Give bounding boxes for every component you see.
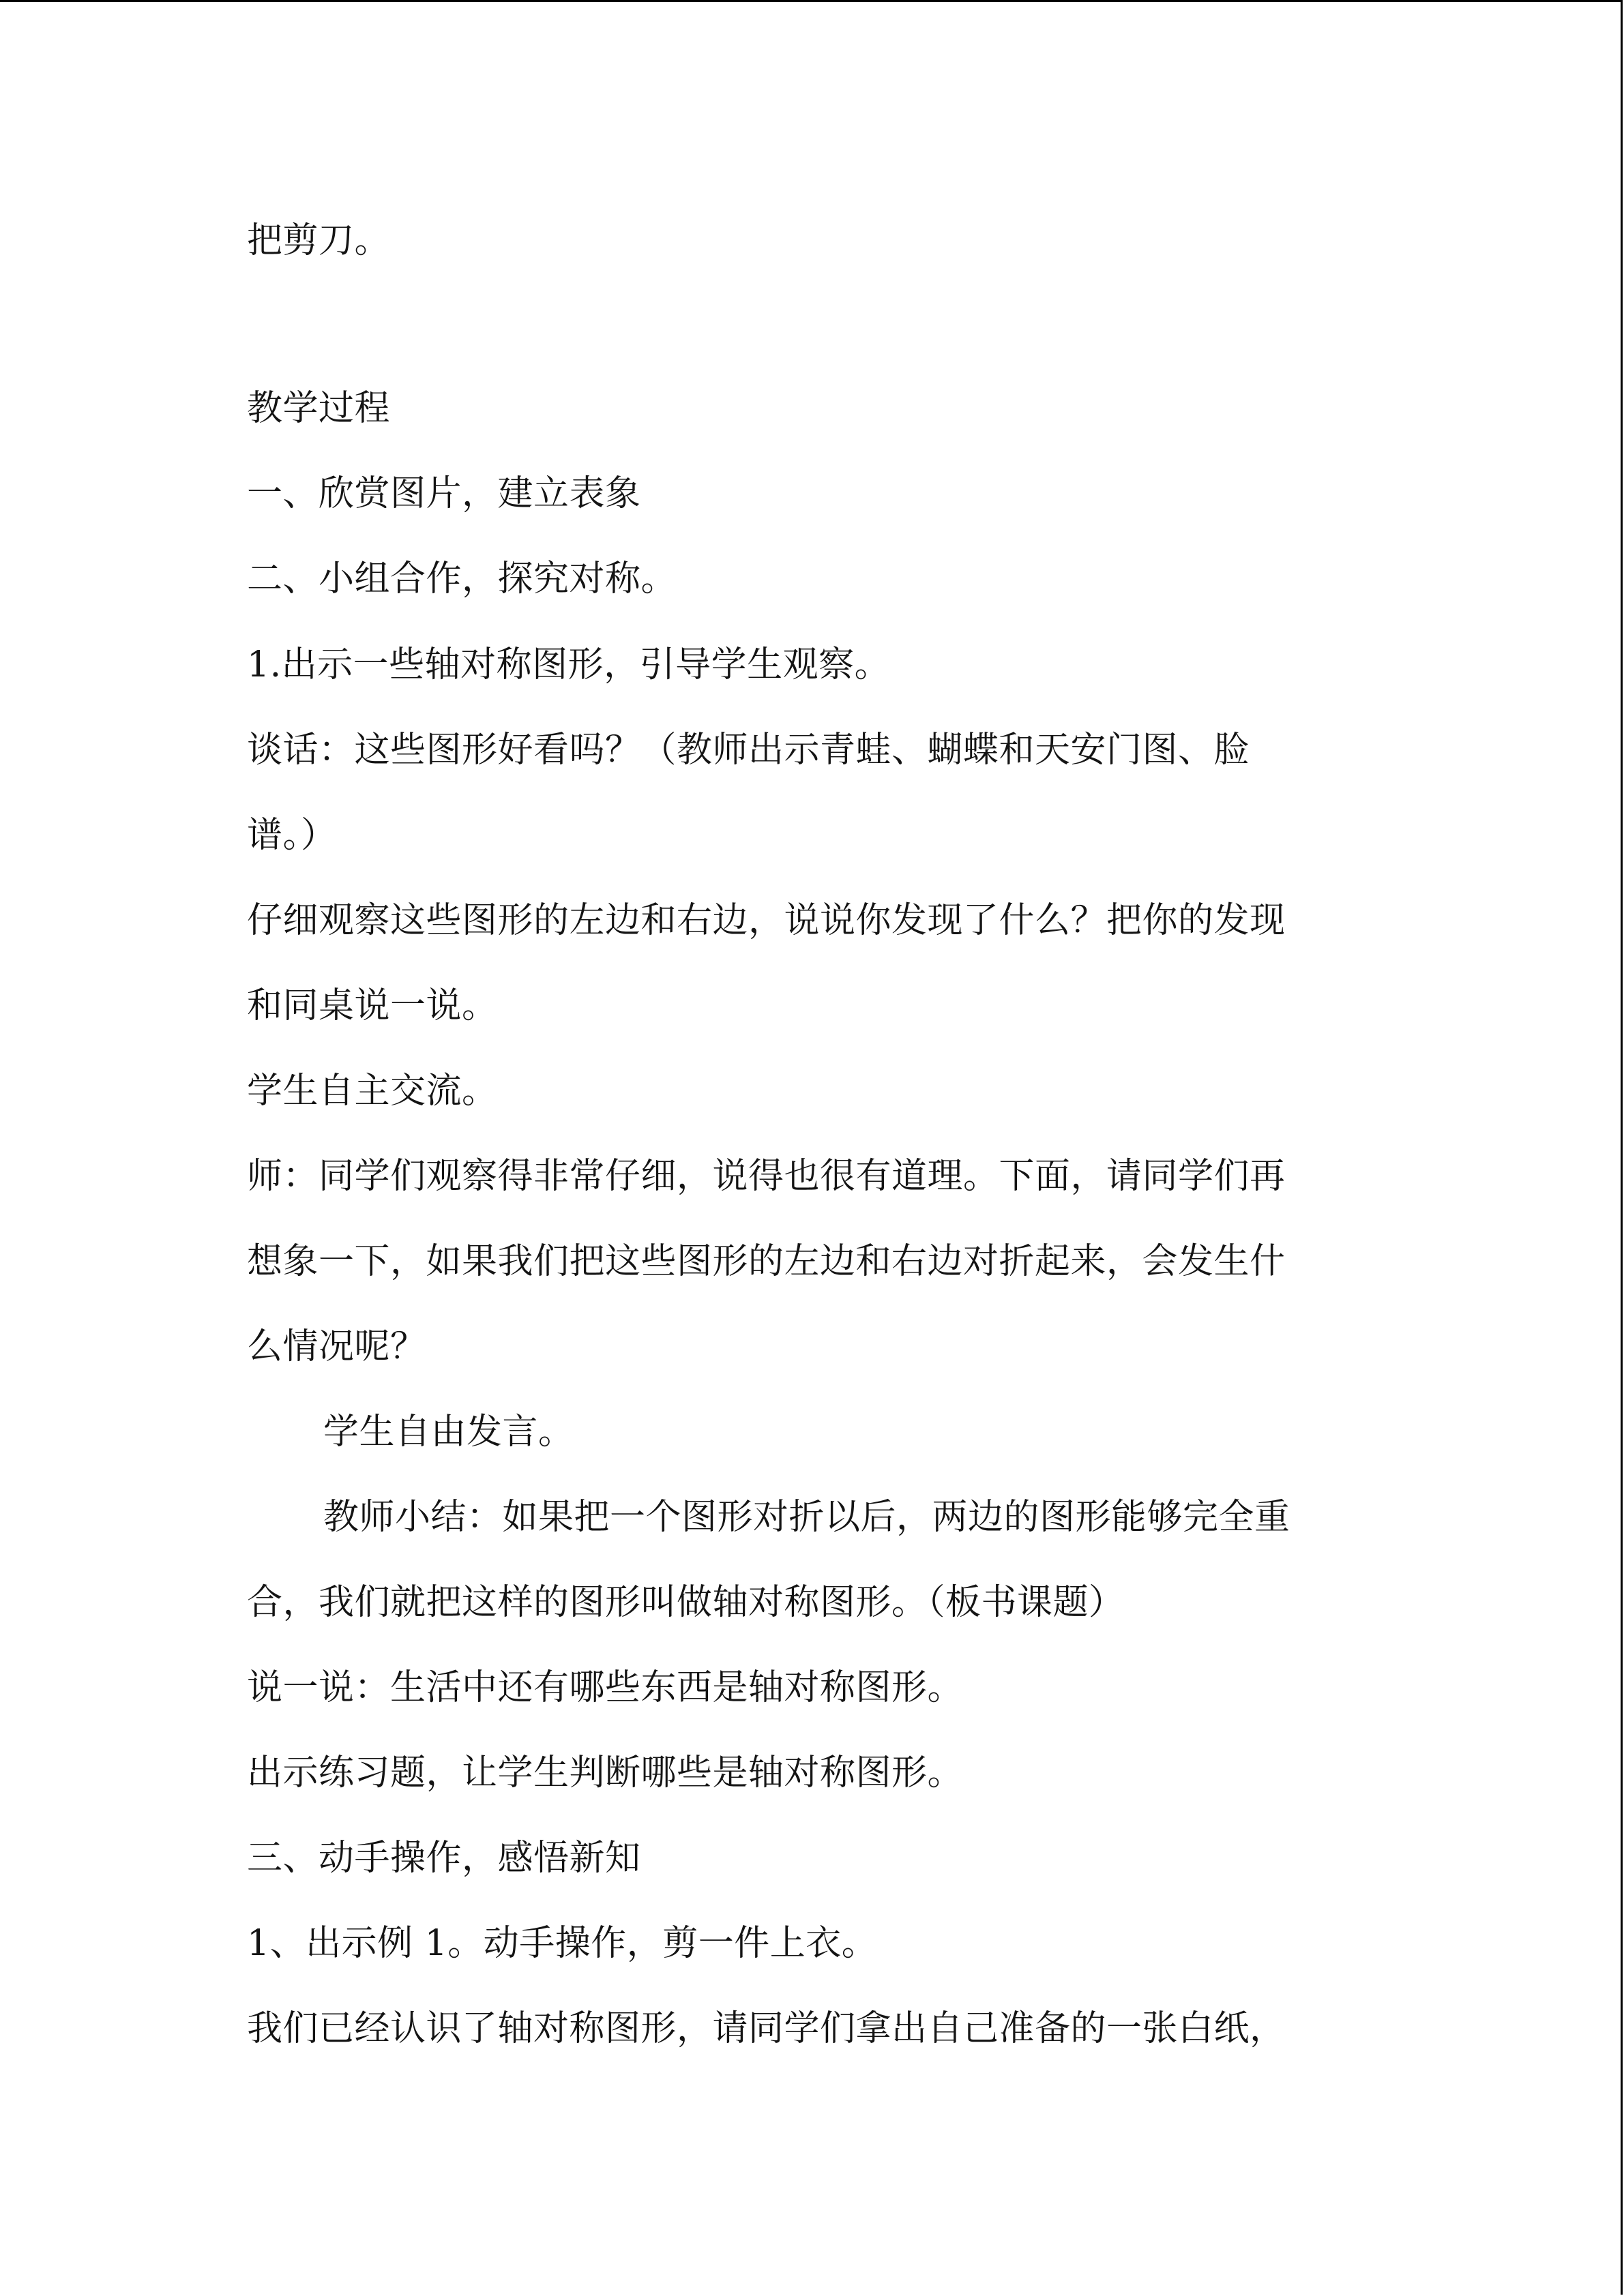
section-heading: 二、小组合作，探究对称。 <box>247 558 677 599</box>
text-line: 谱。） <box>247 815 337 856</box>
section-heading: 教学过程 <box>247 388 391 429</box>
text-line: 合，我们就把这样的图形叫做轴对称图形。（板书课题） <box>247 1582 1125 1623</box>
text-line: 学生自由发言。 <box>323 1412 574 1452</box>
section-heading: 一、欣赏图片，建立表象 <box>247 473 641 514</box>
text-line: 我们已经认识了轴对称图形，请同学们拿出自己准备的一张白纸， <box>247 2008 1286 2049</box>
text-line: 说一说：生活中还有哪些东西是轴对称图形。 <box>247 1667 964 1708</box>
text-line: 出示练习题，让学生判断哪些是轴对称图形。 <box>247 1753 964 1793</box>
text-line: 和同桌说一说。 <box>247 985 498 1026</box>
text-line: 把剪刀。 <box>247 220 391 261</box>
text-line: 学生自主交流。 <box>247 1071 498 1112</box>
text-line: 师：同学们观察得非常仔细，说得也很有道理。下面，请同学们再 <box>247 1156 1286 1197</box>
text-line: 仔细观察这些图形的左边和右边，说说你发现了什么？把你的发现 <box>247 900 1286 941</box>
text-line: 教师小结：如果把一个图形对折以后，两边的图形能够完全重 <box>323 1497 1290 1538</box>
text-line: 么情况呢？ <box>247 1326 426 1367</box>
text-line: 谈话：这些图形好看吗？（教师出示青蛙、蝴蝶和天安门图、脸 <box>247 730 1250 771</box>
section-heading: 三、动手操作，感悟新知 <box>247 1838 641 1879</box>
text-line: 1.出示一些轴对称图形，引导学生观察。 <box>247 644 891 685</box>
text-line: 想象一下，如果我们把这些图形的左边和右边对折起来，会发生什 <box>247 1241 1286 1282</box>
text-line: 1、出示例 1。动手操作，剪一件上衣。 <box>247 1923 878 1964</box>
